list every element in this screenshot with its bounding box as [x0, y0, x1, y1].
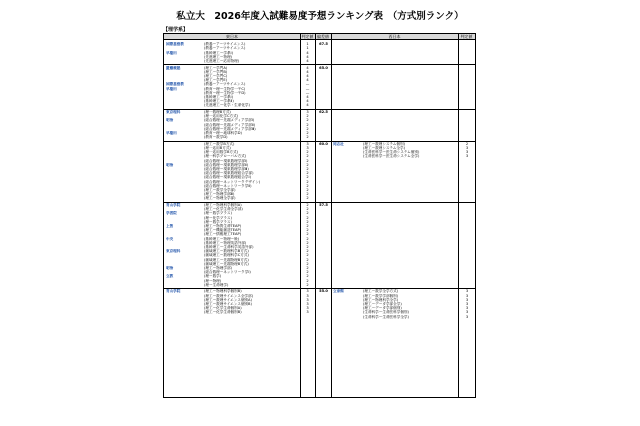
east-faculty: (理工ー数理サイエンス個別A) [204, 297, 252, 302]
east-faculty: (理工ー物理科学個別A) [204, 203, 242, 207]
east-faculty: (理工ー物理全学部) [204, 196, 236, 201]
east-rank: 3 [306, 141, 309, 146]
east-university: 中央 [166, 236, 174, 241]
deviation-value: 67.5 [319, 42, 328, 47]
east-university: 国際基督教 [166, 42, 184, 47]
east-faculty: (理ー数学) [204, 274, 222, 279]
east-faculty: (創域理工ー先端物理B方式) [204, 257, 249, 262]
east-rank: 2 [306, 282, 309, 287]
east-faculty: (教育ー理ー生物学一〒C) [204, 86, 246, 91]
east-faculty: (理工ー化学生命全学部) [204, 207, 243, 212]
east-rank: 2 [306, 257, 309, 262]
east-faculty: (理工ー機能創造TEAP) [204, 228, 242, 233]
east-rank: 2 [306, 118, 309, 123]
east-rank: 2 [306, 253, 309, 258]
east-faculty: (理ー物理) [204, 278, 222, 283]
east-faculty: (基幹理工ー学系Ⅰ) [204, 50, 234, 55]
east-faculty: (理工ー学門A) [204, 65, 228, 70]
east-university: 青山学院 [166, 289, 181, 294]
east-university: 早稲田 [166, 86, 177, 91]
east-faculty: (総合数理ーネットワーク学Ⅰ) [204, 270, 251, 275]
west-faculty: (理工ー数理システム個別) [363, 141, 405, 146]
east-faculty: (理ー数学プラス) [204, 211, 232, 216]
east-rank: 1 [306, 46, 309, 51]
east-faculty: (教養ーアーツサイエンス) [204, 42, 246, 47]
east-rank: 4 [306, 103, 309, 108]
east-faculty: (理工ー物理学部Ⅲ) [204, 192, 235, 197]
east-faculty: (理工ー物質生命TEAP) [204, 224, 242, 228]
east-university: 上智 [166, 224, 174, 228]
section-label: 【理学系】 [163, 27, 189, 33]
east-faculty: (総合数理ー現象数理総合学Ⅰ) [204, 175, 251, 180]
east-rank: 2 [306, 232, 309, 237]
east-faculty: (総合数理ー現象数理総合学部) [204, 171, 254, 176]
east-faculty: (教育ー理ー生物学一〒D) [204, 90, 246, 95]
east-university: 国際基督教 [166, 82, 184, 87]
east-faculty: (理工ー数学全学部) [204, 188, 236, 192]
east-rank: 2 [306, 183, 309, 188]
east-faculty: (先進理工ー化学・生命化学) [204, 103, 250, 108]
east-faculty: (総合数理ーネットワーク学Ⅱ) [204, 183, 252, 188]
east-rank: 4 [306, 59, 309, 63]
east-faculty: (教養ーアーツサイエンス) [204, 82, 246, 87]
divider-west [331, 34, 332, 397]
east-rank: 2 [306, 192, 309, 197]
west-rank: 3 [465, 310, 469, 315]
east-rank: 4 [306, 50, 309, 55]
east-rank: 2 [306, 266, 309, 270]
header-west-rank: 判定値 [458, 34, 475, 40]
east-rank: 3 [306, 146, 309, 150]
east-rank: 3 [306, 297, 309, 302]
west-faculty: (理工ーデータ学部全学) [363, 302, 402, 306]
east-faculty: (教育ー理ー地球科学D) [204, 131, 242, 135]
east-rank: 2 [306, 188, 309, 192]
west-faculty: (理工ー数学学部個別) [363, 293, 399, 298]
east-rank: — [305, 82, 310, 87]
east-faculty: (理工ー学門C) [204, 74, 228, 78]
east-rank: 2 [306, 122, 309, 127]
east-rank: 2 [306, 236, 309, 241]
deviation-value: 57.5 [319, 203, 328, 207]
west-faculty: (理工ーデータ学部個別) [363, 306, 402, 311]
east-rank: 2 [306, 114, 309, 119]
west-university: 立命館 [333, 289, 344, 294]
east-faculty: (基幹理工ー学系Ⅰ) [204, 95, 234, 99]
header-east-rank: 判定値 [301, 34, 314, 39]
east-university: 早稲田 [166, 50, 177, 55]
east-faculty: (理工ー学門E) [204, 78, 228, 83]
east-rank: 4 [306, 78, 309, 83]
east-faculty: (理工ー学門B) [204, 69, 228, 74]
east-rank: 2 [306, 245, 309, 249]
east-rank: 2 [306, 261, 309, 266]
east-rank: 2 [306, 179, 309, 184]
east-faculty: (理工ー化学生命個別A) [204, 306, 242, 311]
east-rank: 2 [306, 154, 309, 159]
east-rank: 2 [306, 175, 309, 180]
east-faculty: (理工ー化学生命個別B) [204, 310, 242, 315]
east-rank: 4 [306, 69, 309, 74]
east-faculty: (先進理工ー物理) [204, 54, 232, 59]
east-rank: 2 [306, 158, 309, 163]
east-faculty: (総合数理ー先端メディア学部Ⅰ) [204, 118, 255, 123]
east-rank: 2 [306, 207, 309, 212]
east-rank: 2 [306, 211, 309, 216]
east-rank: 1 [306, 42, 309, 47]
east-faculty: (基幹理工ー学系Ⅱ) [204, 99, 234, 104]
east-faculty: (総合数理ー先端メディア学部Ⅲ) [204, 126, 256, 131]
east-faculty: (理工ー物理科学個別B) [204, 289, 242, 294]
east-rank: 2 [306, 126, 309, 131]
east-rank: 2 [306, 240, 309, 245]
east-university: 明治 [166, 266, 174, 270]
west-rank: 3 [465, 302, 469, 306]
east-faculty: (教養ーアーツサイエンス) [204, 46, 246, 51]
west-rank: 3 [465, 314, 469, 319]
east-faculty: (理一応用化学C方式) [204, 114, 239, 119]
east-rank: 2 [306, 162, 309, 167]
west-rank: 3 [465, 146, 469, 150]
page-title: 私立大 2026年度入試難易度予想ランキング表 （方式別ランク） [176, 11, 464, 22]
west-rank: 3 [465, 297, 469, 302]
west-rank: 3 [465, 293, 469, 298]
east-university: 立教 [166, 274, 174, 279]
west-faculty: (生命科学ー生命医科学全学) [363, 314, 409, 319]
east-faculty: (理一数理B方式) [204, 110, 231, 114]
east-rank: — [305, 86, 310, 91]
deviation-value: 65.0 [319, 65, 328, 70]
east-faculty: (理ー生命理学) [204, 282, 229, 287]
east-faculty: (理一科学グローバル方式) [204, 154, 247, 159]
east-faculty: (理一応用数学B方式) [204, 150, 239, 155]
east-rank: 2 [306, 215, 309, 220]
east-faculty: (理工ー情報理工TEAP) [204, 232, 242, 237]
east-rank: 4 [306, 74, 309, 78]
east-rank: 2 [306, 270, 309, 275]
east-rank: 4 [306, 99, 309, 104]
west-faculty: (理工ー数理システム全学) [363, 146, 405, 150]
east-university: 東京理科 [166, 249, 181, 254]
west-faculty: (理工ー物理科学全学) [363, 297, 399, 302]
east-university: 学習院 [166, 211, 177, 216]
east-rank: 2 [306, 171, 309, 176]
east-faculty: (総合数理ー現象数理学部Ⅱ) [204, 162, 249, 167]
deviation-value: 60.0 [319, 141, 328, 146]
east-rank: 3 [306, 306, 309, 311]
east-university: 明治 [166, 118, 174, 123]
west-faculty: (理工ー数学全学方式) [363, 289, 399, 294]
east-rank: 3 [306, 310, 309, 315]
east-faculty: (基幹理工ー生命科学英語外部) [204, 245, 254, 249]
east-faculty: (総合数理ーネットワークデザイン) [204, 179, 261, 184]
east-university: 早稲田 [166, 131, 177, 135]
east-university: 東京理科 [166, 110, 181, 114]
east-rank: 2 [306, 249, 309, 254]
east-rank: 2 [306, 150, 309, 155]
east-faculty: (先進理工ー応用物理) [204, 59, 240, 63]
west-faculty: (生命医科学ー医生命システム個別) [363, 150, 420, 155]
east-faculty: (創域理工ー数理科学B方式) [204, 249, 249, 254]
east-university: 明治 [166, 162, 174, 167]
east-faculty: (理ー化学プラス) [204, 215, 232, 220]
east-faculty: (理工ー物理学部) [204, 266, 232, 270]
east-faculty: (創域理工ー先端物理B方式) [204, 261, 249, 266]
east-rank: — [305, 90, 310, 95]
west-rank: 3 [465, 154, 469, 159]
east-rank: 2 [306, 278, 309, 283]
east-rank: 3 [306, 110, 309, 114]
west-rank: 2 [465, 141, 469, 146]
west-faculty: (生命医科学ー医生命システム全学) [363, 154, 420, 159]
east-rank: 2 [306, 167, 309, 171]
east-faculty: (基幹理工ー物理ー般) [204, 236, 240, 241]
east-rank: 3 [306, 289, 309, 294]
east-faculty: (理工ー数理サイエンス個別B) [204, 302, 252, 306]
west-university: 同志社 [333, 141, 344, 146]
divider-west-rank [458, 34, 459, 397]
east-faculty: (総合数理ー先端メディア学部Ⅱ) [204, 122, 256, 127]
header-west: 西日本 [331, 34, 458, 40]
east-rank: 4 [306, 65, 309, 70]
east-faculty: (総合数理ー現象数理学部Ⅰ) [204, 158, 248, 163]
east-faculty: (理工ー数理サイエンス全学部) [204, 293, 254, 298]
east-faculty: (理一応用B方式) [204, 146, 231, 150]
east-faculty: (理工ー数学B方式) [204, 141, 235, 146]
east-university: 慶應義塾 [166, 65, 181, 70]
west-faculty: (生命科学ー生命医科学個別) [363, 310, 409, 315]
ranking-table [163, 33, 476, 398]
east-faculty: (総合数理ー現象数理学部Ⅲ) [204, 167, 249, 171]
divider-deviation [315, 34, 316, 397]
east-university: 青山学院 [166, 203, 181, 207]
east-rank: 4 [306, 95, 309, 99]
east-rank: 3 [306, 302, 309, 306]
deviation-value: 55.0 [319, 289, 328, 294]
east-rank: 3 [306, 293, 309, 298]
east-rank: 2 [306, 219, 309, 224]
east-rank: 4 [306, 54, 309, 59]
east-faculty: (理ー数学プラス) [204, 219, 232, 224]
east-rank: 2 [306, 228, 309, 233]
east-faculty: (教育ー数学D) [204, 135, 228, 140]
east-faculty: (創域理工ー数理科学C方式) [204, 253, 249, 258]
east-rank: 2 [306, 203, 309, 207]
header-deviation: 偏差値 [317, 34, 329, 39]
east-rank: 2 [306, 135, 309, 140]
east-rank: 2 [306, 224, 309, 228]
east-rank: 2 [306, 131, 309, 135]
deviation-value: 62.5 [319, 110, 328, 114]
header-east: 東日本 [164, 34, 300, 40]
east-rank: 2 [306, 196, 309, 201]
west-rank: 3 [465, 150, 469, 155]
east-faculty: (基幹理工ー物理英語外部) [204, 240, 247, 245]
west-rank: 3 [465, 289, 469, 294]
west-rank: 3 [465, 306, 469, 311]
east-rank: 2 [306, 274, 309, 279]
